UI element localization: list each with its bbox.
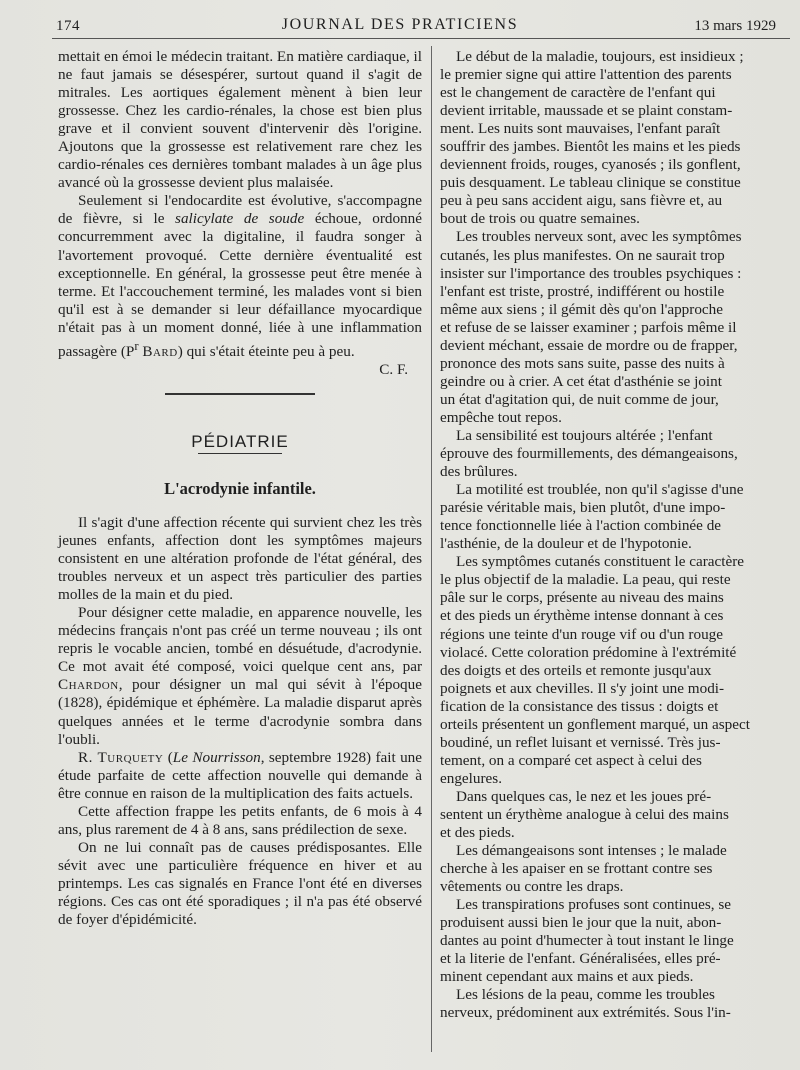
text-line: et des pieds un érythème intense donnant à ces: [440, 607, 724, 625]
text-line: tement, on a comparé cet aspect à celui des: [440, 751, 702, 769]
text-line: violacé. Cette coloration prédomine à l'extrémité: [440, 643, 737, 661]
text-line: Les troubles nerveux sont, avec les symptômes: [456, 228, 742, 246]
text-line: engelures.: [440, 769, 502, 787]
text-line: Les démangeaisons sont intenses ; le malade: [456, 842, 727, 860]
author-name: R. Turquety: [78, 748, 164, 766]
text-line: peu à peu sans accident aigu, sans fièvre et, au: [440, 192, 723, 210]
text-line: sentent un érythème analogue à celui des mains: [440, 805, 729, 823]
paragraph: [440, 986, 790, 1022]
paragraph-naming: Pour désigner cette maladie, en apparence nouvelle, les médecins français n'ont pas créé un terme nouveau ; ils ont repris le vocable ancien, tombé en désuétude, d'acrodynie. Ce mot avait été composé, voici quelque cent ans, par Chardon, pour désigner un mal qui sévit à l'époque (1828), épidémique et éphémère. La maladie disparut après quelques années et le terme d'acrodynie sombra dans l'oubli.: [58, 604, 422, 748]
paragraph: [440, 788, 790, 842]
page-number: 174: [56, 18, 80, 34]
text-line: tence fonctionnelle liée à l'action combinée de: [440, 517, 722, 535]
paragraph: [440, 427, 790, 481]
text-line: vêtements ou contre les draps.: [440, 878, 624, 896]
text-line: La sensibilité est toujours altérée ; l'enfant: [456, 426, 713, 444]
text-line: l'enfant est triste, prostré, indifférent ou hostile: [440, 282, 725, 300]
author-name: Bard: [142, 342, 178, 360]
text-line: éprouve des fourmillements, des démangeaisons,: [440, 445, 738, 463]
paragraph-reference: R. Turquety (Le Nourrisson, septembre 1928) fait une étude parfaite de cette affection nouvelle qui demande à être connue en raison de la multiplication des faits actuels.: [58, 748, 422, 802]
right-column: [440, 48, 790, 1023]
column-divider: [431, 46, 432, 1052]
text-line: est le changement de caractère de l'enfant qui: [440, 84, 716, 102]
text-line: orteils présentent un gonflement marqué, un aspect: [440, 715, 750, 733]
publication-name: Le Nourrisson: [172, 748, 261, 766]
text-line: Les symptômes cutanés constituent le caractère: [456, 553, 745, 571]
left-column: [58, 48, 422, 929]
text-line: régions une teinte d'un rouge vif ou d'un rouge: [440, 625, 724, 643]
section-title: PÉDIATRIE: [191, 431, 289, 451]
text-line: et des pieds.: [440, 824, 515, 842]
header-rule: [52, 38, 790, 39]
article-title: L'acrodynie infantile.: [164, 478, 316, 498]
text-line: Le début de la maladie, toujours, est insidieux ;: [456, 48, 744, 65]
author-name: Chardon: [58, 676, 119, 694]
text-line: minent cependant aux mains et aux pieds.: [440, 968, 694, 986]
text-line: un état d'agitation qui, de nuit comme de jour,: [440, 390, 719, 408]
paragraph: [440, 896, 790, 986]
text-line: des doigts et des orteils et remonte jusqu'aux: [440, 661, 712, 679]
text-line: insister sur l'importance des troubles psychiques :: [440, 264, 742, 282]
title-abbrev: r: [134, 338, 139, 353]
paragraph: [440, 48, 790, 228]
text-line: deviennent froids, rouges, cyanosés ; ils gonflent,: [440, 156, 741, 174]
text-line: bout de trois ou quatre semaines.: [440, 210, 640, 228]
text-line: geindre ou à crier. A cet état d'asthénie se joint: [440, 372, 722, 390]
text-line: ment. Les nuits sont mauvaises, l'enfant paraît: [440, 120, 721, 138]
text-line: prononce des mots sans suite, passe des nuits à: [440, 354, 725, 372]
text-line: pâle sur le corps, présente au niveau des mains: [440, 589, 724, 607]
text-line: empêche tout repos.: [440, 408, 562, 426]
text-line: et refuse de se laisser examiner ; parfois même il: [440, 318, 737, 336]
paragraph-age: Cette affection frappe les petits enfants, de 6 mois à 4 ans, plus rarement de 4 à 8 ans, sans prédilection de sexe.: [58, 802, 422, 838]
text-line: La motilité est troublée, non qu'il s'agisse d'une: [456, 481, 744, 499]
paragraph: [440, 228, 790, 427]
text-line: même aux siens ; il gémit dès qu'on l'approche: [440, 300, 724, 318]
text-line: puis desquament. Le tableau clinique se constitue: [440, 174, 741, 192]
text-line: produisent aussi bien le jour que la nuit, abon-: [440, 914, 722, 932]
text-line: souffrir des jambes. Bientôt les mains et les pieds: [440, 138, 741, 156]
page-header: [0, 14, 800, 40]
text-line: dantes au point d'humecter à tout instant le linge: [440, 932, 734, 950]
paragraph-intro: Il s'agit d'une affection récente qui survient chez les très jeunes enfants, affection dont les symptômes majeurs consistent en une altération profonde de l'état général, des troubles nerveux et un aspect très particulier des parties molles de la main et du pied.: [58, 514, 422, 604]
text-line: fication de la consistance des tissus : doigts et: [440, 697, 719, 715]
section-rule: [165, 393, 315, 395]
text-line: poignets et aux chevilles. Il s'y joint une modi-: [440, 679, 725, 697]
text-line: et la literie de l'enfant. Généralisées, elles pré-: [440, 950, 721, 968]
paragraph: [440, 842, 790, 896]
text-line: devient irritable, maussade et se plaint constam-: [440, 102, 733, 120]
drug-name: salicylate de soude: [175, 210, 305, 228]
text-line: cutanés, les plus manifestes. On ne saurait trop: [440, 246, 725, 264]
text-line: boudiné, un reflet luisant et vernissé. Très jus-: [440, 733, 721, 751]
text-line: l'asthénie, de la douleur et de l'hypotonie.: [440, 535, 692, 553]
article-signature: C. F.: [379, 360, 408, 378]
issue-date: 13 mars 1929: [694, 18, 776, 34]
text-line: Les transpirations profuses sont continues, se: [456, 896, 732, 914]
section-title-underline: [198, 453, 282, 454]
text-line: parésie véritable mais, bien plutôt, d'une impo-: [440, 499, 726, 517]
text-line: devient méchant, essaie de mordre ou de frapper,: [440, 336, 738, 354]
paragraph-continuation: mettait en émoi le médecin traitant. En matière cardiaque, il ne faut jamais se désespérer, surtout quand il s'agit de mitrales. Les aortiques également mènent à bien leur grossesse. Chez les cardio-rénales, la chose est bien plus grave et il convient souvent d'intervenir dès l'origine. Ajoutons que la grossesse est relativement rare chez les cardio-rénales ces dernières tombant malades à un âge plus avancé où la grossesse devient plus malaisée.: [58, 48, 422, 192]
text-line: le premier signe qui attire l'attention des parents: [440, 66, 732, 84]
paragraph-causes: On ne lui connaît pas de causes prédisposantes. Elle sévit avec une particulière fréquence en hiver et au printemps. Les cas signalés en France l'ont été en diverses régions. Ces cas ont été sporadiques ; il n'a pas été observé de foyer d'épidémicité.: [58, 838, 422, 929]
paragraph-end-row: [58, 361, 422, 379]
text-line: nerveux, prédominent aux extrémités. Sous l'in-: [440, 1004, 731, 1022]
text-line: Les lésions de la peau, comme les troubles: [456, 986, 715, 1004]
journal-title: JOURNAL DES PRATICIENS: [281, 16, 519, 33]
paragraph: [440, 481, 790, 553]
text-line: Dans quelques cas, le nez et les joues pré-: [456, 787, 712, 805]
paragraph: [440, 553, 790, 788]
text-line: le plus objectif de la maladie. La peau, qui reste: [440, 571, 731, 589]
text-line: des brûlures.: [440, 463, 518, 481]
text-line: cherche à les apaiser en se frottant contre ses: [440, 860, 713, 878]
paragraph-endocarditis: Seulement si l'endocardite est évolutive, s'accompagne de fièvre, si le salicylate de soude échoue, ordonné concurremment avec la digitaline, il faudra songer à l'avortement provoqué. Cette dernière éventualité est exceptionnelle. En général, la grossesse peut être menée à terme. Et l'accouchement terminé, les malades vont si bien qu'il est à se demander si leur défaillance myocardique n'était pas à un moment donné, liée à une inflammation passagère ($P^r$ Bard) qui s'était éteinte peu à peu.: [58, 192, 422, 360]
